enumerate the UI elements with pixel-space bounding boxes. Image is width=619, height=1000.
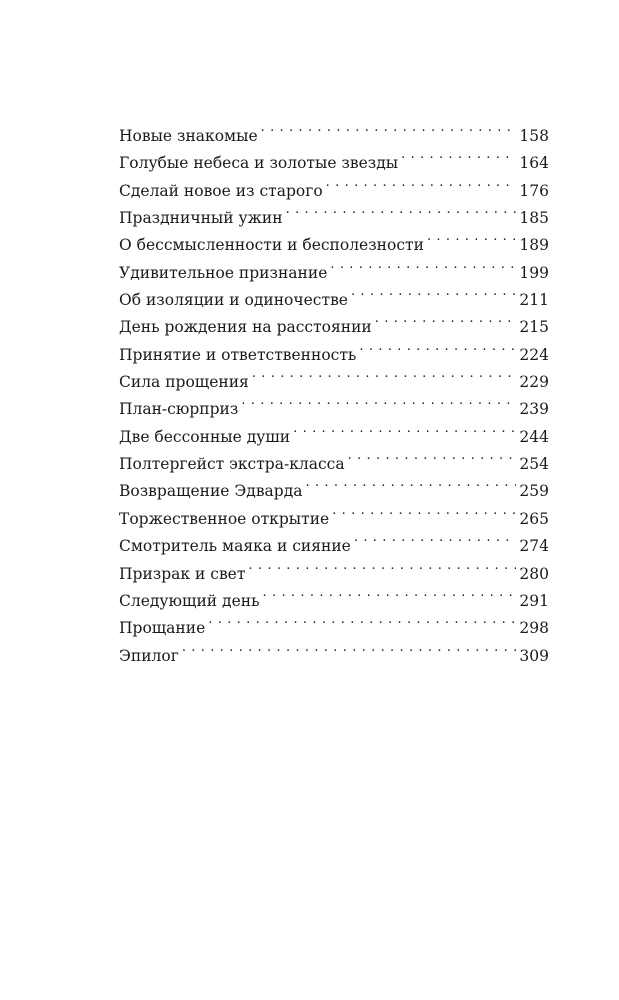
toc-entry-page: 199 (516, 260, 549, 287)
toc-entry[interactable] (119, 114, 549, 145)
toc-dot-leader (306, 469, 517, 496)
toc-entry-title: План-сюрприз (119, 400, 239, 419)
toc-entry-title: Эпилог (119, 646, 179, 665)
toc-dot-leader (182, 634, 517, 661)
toc-dot-leader (261, 114, 517, 141)
toc-entry-title: Сделай новое из старого (119, 181, 323, 200)
toc-entry-title: Следующий день (119, 591, 260, 610)
toc-entry-title: Удивительное признание (119, 263, 328, 282)
toc-entry-page: 309 (516, 643, 549, 670)
toc-dot-leader (351, 278, 516, 305)
toc-dot-leader (359, 333, 516, 360)
toc-dot-leader (248, 552, 516, 579)
toc-entry-title: Об изоляции и одиночестве (119, 291, 348, 310)
toc-entry[interactable] (119, 634, 549, 665)
toc-dot-leader (354, 524, 517, 551)
toc-entry-page: 158 (516, 123, 549, 150)
toc-entry-page: 291 (516, 588, 549, 615)
toc-dot-leader (332, 497, 516, 524)
toc-entry-page: 259 (516, 478, 549, 505)
toc-entry-title: Возвращение Эдварда (119, 482, 303, 501)
toc-dot-leader (427, 223, 516, 250)
toc-entry-page: 298 (516, 615, 549, 642)
toc-dot-leader (375, 305, 517, 332)
toc-dot-leader (286, 196, 517, 223)
toc-dot-leader (293, 415, 516, 442)
toc-entry-title: Новые знакомые (119, 127, 258, 145)
toc-entry-page: 244 (516, 424, 549, 451)
toc-entry-page: 189 (516, 232, 549, 259)
toc-dot-leader (326, 169, 517, 196)
toc-entry-title: Принятие и ответственность (119, 345, 357, 364)
toc-dot-leader (252, 360, 517, 387)
toc-entry-title: Торжественное открытие (119, 509, 330, 528)
toc-dot-leader (401, 141, 516, 168)
toc-entry-title: Смотритель маяка и сияние (119, 537, 351, 556)
toc-entry-page: 224 (516, 342, 549, 369)
toc-entry-title: Две бессонные души (119, 427, 291, 446)
toc-entry-title: Полтергейст экстра-класса (119, 455, 345, 474)
toc-entry-page: 211 (516, 287, 549, 314)
toc-dot-leader (241, 387, 516, 414)
toc-entry-title: О бессмысленности и бесполезности (119, 236, 424, 255)
table-of-contents (119, 114, 549, 665)
toc-entry-title: Праздничный ужин (119, 209, 283, 228)
toc-dot-leader (208, 606, 516, 633)
toc-dot-leader (330, 251, 516, 278)
toc-entry-page: 274 (516, 533, 549, 560)
toc-entry-page: 239 (516, 396, 549, 423)
toc-entry-page: 176 (516, 178, 549, 205)
toc-entry-page: 254 (516, 451, 549, 478)
toc-entry-page: 280 (516, 561, 549, 588)
toc-entry-page: 185 (516, 205, 549, 232)
toc-entry-title: Призрак и свет (119, 564, 246, 583)
toc-entry-page: 164 (516, 150, 549, 177)
toc-entry-page: 229 (516, 369, 549, 396)
toc-dot-leader (348, 442, 517, 469)
toc-entry-title: День рождения на расстоянии (119, 318, 372, 337)
toc-dot-leader (263, 579, 517, 606)
toc-entry-title: Прощание (119, 619, 206, 638)
toc-entry-page: 215 (516, 314, 549, 341)
toc-entry-title: Голубые небеса и золотые звезды (119, 154, 399, 173)
toc-entry-title: Сила прощения (119, 373, 249, 392)
toc-entry-page: 265 (516, 506, 549, 533)
